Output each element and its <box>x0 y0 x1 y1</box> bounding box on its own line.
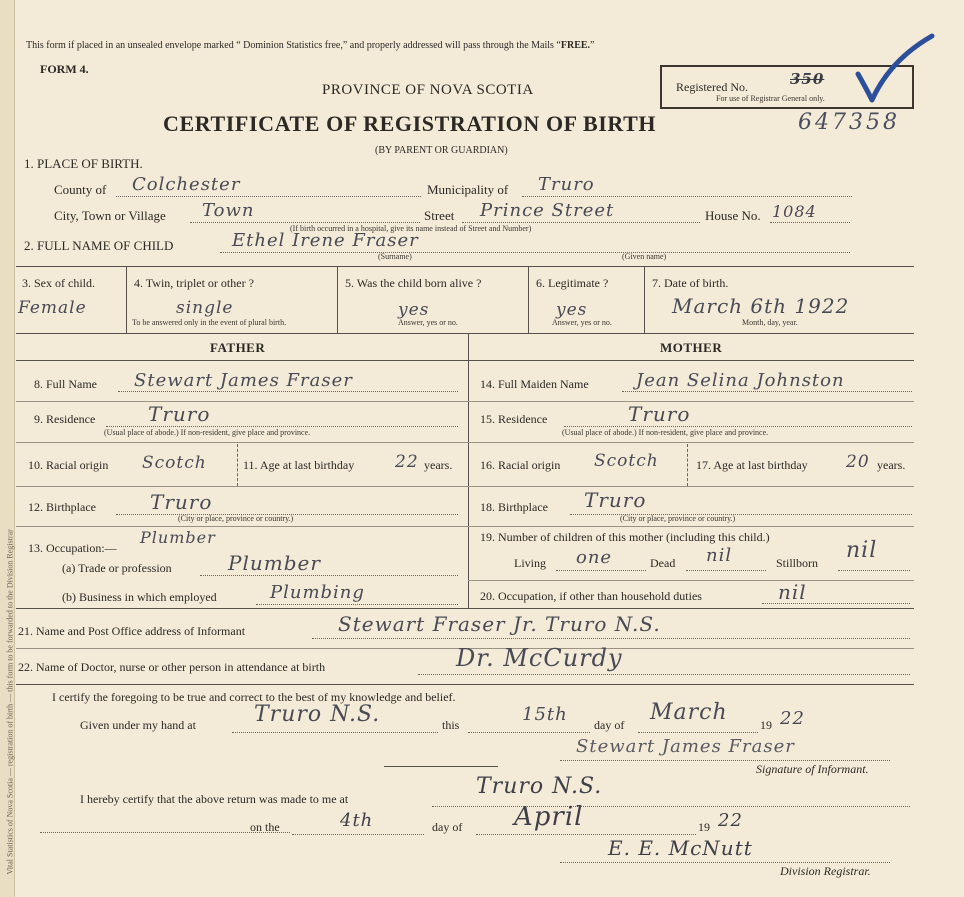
registered-value: 350 <box>790 70 825 88</box>
father-age-value: 22 <box>395 452 419 472</box>
form-number: FORM 4. <box>40 62 89 76</box>
signature-caption: Signature of Informant. <box>756 762 869 776</box>
alive-note: Answer, yes or no. <box>398 318 458 327</box>
dead-label: Dead <box>650 556 676 570</box>
stillborn-value: nil <box>846 538 878 563</box>
informant-value: Stewart Fraser Jr. Truro N.S. <box>338 612 661 636</box>
twin-label: 4. Twin, triplet or other ? <box>134 276 254 290</box>
mailing-notice <box>26 40 594 51</box>
registrar-day-value: 4th <box>340 810 374 831</box>
mother-heading: MOTHER <box>660 340 723 355</box>
alive-label: 5. Was the child born alive ? <box>345 276 482 290</box>
informant-signature: Stewart James Fraser <box>576 736 795 757</box>
father-racial-label: 10. Racial origin <box>28 458 109 472</box>
father-residence-value: Truro <box>148 402 211 426</box>
certify-year-value: 22 <box>780 708 805 729</box>
mother-age-value: 20 <box>846 452 870 472</box>
city-label: City, Town or Village <box>54 208 166 223</box>
sex-label: 3. Sex of child. <box>22 276 95 290</box>
informant-label: 21. Name and Post Office address of Informant <box>18 624 246 638</box>
trade-label: (a) Trade or profession <box>62 561 172 575</box>
father-occupation-label: 13. Occupation:— <box>28 541 117 555</box>
street-label: Street <box>424 208 455 223</box>
alive-value: yes <box>398 300 430 320</box>
mother-age-unit: years. <box>877 458 906 472</box>
registered-note: For use of Registrar General only. <box>716 94 825 103</box>
dob-label: 7. Date of birth. <box>652 276 729 290</box>
mailing-notice-end: ” <box>590 40 595 51</box>
margin-vertical-text: Vital Statistics of Nova Scotia — registration of birth — this form to be forwarded to the Division Registrar <box>5 529 15 875</box>
blue-checkmark-icon <box>850 30 940 110</box>
business-label: (b) Business in which employed <box>62 590 217 604</box>
given-name-note: (Given name) <box>622 252 667 261</box>
father-birthplace-value: Truro <box>150 490 213 514</box>
trade-value: Plumber <box>228 551 321 575</box>
father-occupation-value: Plumber <box>140 528 216 547</box>
dead-value: nil <box>706 545 733 566</box>
registrar-place-value: Truro N.S. <box>476 774 603 799</box>
certify-day-of-label: day of <box>594 718 625 732</box>
mother-residence-note: (Usual place of abode.) If non-resident, give place and province. <box>562 428 769 437</box>
certify-day-value: 15th <box>522 704 568 725</box>
dob-note: Month, day, year. <box>742 318 798 327</box>
surname-note: (Surname) <box>378 252 412 261</box>
mother-children-label: 19. Number of children of this mother (including this child.) <box>480 530 770 544</box>
registered-label: Registered No. <box>676 80 748 94</box>
father-age-label: 11. Age at last birthday <box>243 458 355 472</box>
street-value: Prince Street <box>480 200 615 221</box>
father-residence-note: (Usual place of abode.) If non-resident, give place and province. <box>104 428 311 437</box>
registrar-statement: I hereby certify that the above return was made to me at <box>80 792 349 806</box>
province-heading: PROVINCE OF NOVA SCOTIA <box>322 82 534 98</box>
twin-value: single <box>176 298 234 318</box>
living-label: Living <box>514 556 546 570</box>
on-the-label: on the <box>250 820 280 834</box>
registrar-signature: E. E. McNutt <box>608 836 753 860</box>
mother-occupation-label: 20. Occupation, if other than household duties <box>480 589 702 603</box>
mother-birthplace-note: (City or place, province or country.) <box>620 514 736 523</box>
stamped-number: 647358 <box>798 110 900 135</box>
mother-racial-value: Scotch <box>594 451 659 471</box>
given-place-value: Truro N.S. <box>254 702 381 727</box>
county-value: Colchester <box>132 174 241 195</box>
certificate-title: CERTIFICATE OF REGISTRATION OF BIRTH <box>163 111 657 136</box>
business-value: Plumbing <box>270 582 365 603</box>
certify-statement: I certify the foregoing to be true and correct to the best of my knowledge and belief. <box>52 690 456 704</box>
child-name-label: 2. FULL NAME OF CHILD <box>24 238 174 253</box>
certify-month-value: March <box>650 700 728 725</box>
dob-value: March 6th 1922 <box>672 294 850 318</box>
mother-racial-label: 16. Racial origin <box>480 458 561 472</box>
registrar-day-of-label: day of <box>432 820 463 834</box>
father-heading: FATHER <box>210 340 266 355</box>
sex-value: Female <box>18 298 87 318</box>
city-value: Town <box>202 200 255 221</box>
county-label: County of <box>54 182 107 197</box>
hospital-note: (If birth occurred in a hospital, give its name instead of Street and Number) <box>290 224 532 233</box>
doctor-label: 22. Name of Doctor, nurse or other person in attendance at birth <box>18 660 326 674</box>
place-of-birth-heading: 1. PLACE OF BIRTH. <box>24 156 143 171</box>
father-residence-label: 9. Residence <box>34 412 96 426</box>
house-value: 1084 <box>772 202 817 221</box>
father-birthplace-note: (City or place, province or country.) <box>178 514 294 523</box>
mailing-notice-free: FREE. <box>560 40 591 51</box>
given-label: Given under my hand at <box>80 718 196 732</box>
mother-name-label: 14. Full Maiden Name <box>480 377 589 391</box>
mother-birthplace-value: Truro <box>584 488 647 512</box>
mother-birthplace-label: 18. Birthplace <box>480 500 548 514</box>
mother-name-value: Jean Selina Johnston <box>636 370 845 391</box>
child-name-value: Ethel Irene Fraser <box>232 230 419 251</box>
mother-residence-label: 15. Residence <box>480 412 548 426</box>
municipality-value: Truro <box>538 174 595 195</box>
father-age-unit: years. <box>424 458 453 472</box>
father-racial-value: Scotch <box>142 453 207 473</box>
legitimate-value: yes <box>556 300 588 320</box>
this-label: this <box>442 718 460 732</box>
house-label: House No. <box>705 208 761 223</box>
certify-year-prefix: 19 <box>760 718 772 732</box>
mother-age-label: 17. Age at last birthday <box>696 458 808 472</box>
scanned-margin-strip <box>0 0 15 897</box>
twin-note: To be answered only in the event of plural birth. <box>132 318 287 327</box>
registrar-month-value: April <box>514 802 584 832</box>
registrar-year-prefix: 19 <box>698 820 710 834</box>
mother-occupation-value: nil <box>778 580 807 604</box>
legitimate-label: 6. Legitimate ? <box>536 276 609 290</box>
father-name-label: 8. Full Name <box>34 377 97 391</box>
registrar-year-value: 22 <box>718 810 743 831</box>
doctor-value: Dr. McCurdy <box>456 644 623 672</box>
father-birthplace-label: 12. Birthplace <box>28 500 96 514</box>
municipality-label: Municipality of <box>427 182 509 197</box>
legitimate-note: Answer, yes or no. <box>552 318 612 327</box>
mailing-notice-text: This form if placed in an unsealed envelope marked “ Dominion Statistics free,” and properly addressed will pass through the Mails “ <box>26 40 561 51</box>
certificate-subtitle: (BY PARENT OR GUARDIAN) <box>375 145 508 156</box>
registrar-caption: Division Registrar. <box>780 864 871 878</box>
mother-residence-value: Truro <box>628 402 691 426</box>
stillborn-label: Stillborn <box>776 556 819 570</box>
father-name-value: Stewart James Fraser <box>134 370 353 391</box>
living-value: one <box>576 547 613 568</box>
